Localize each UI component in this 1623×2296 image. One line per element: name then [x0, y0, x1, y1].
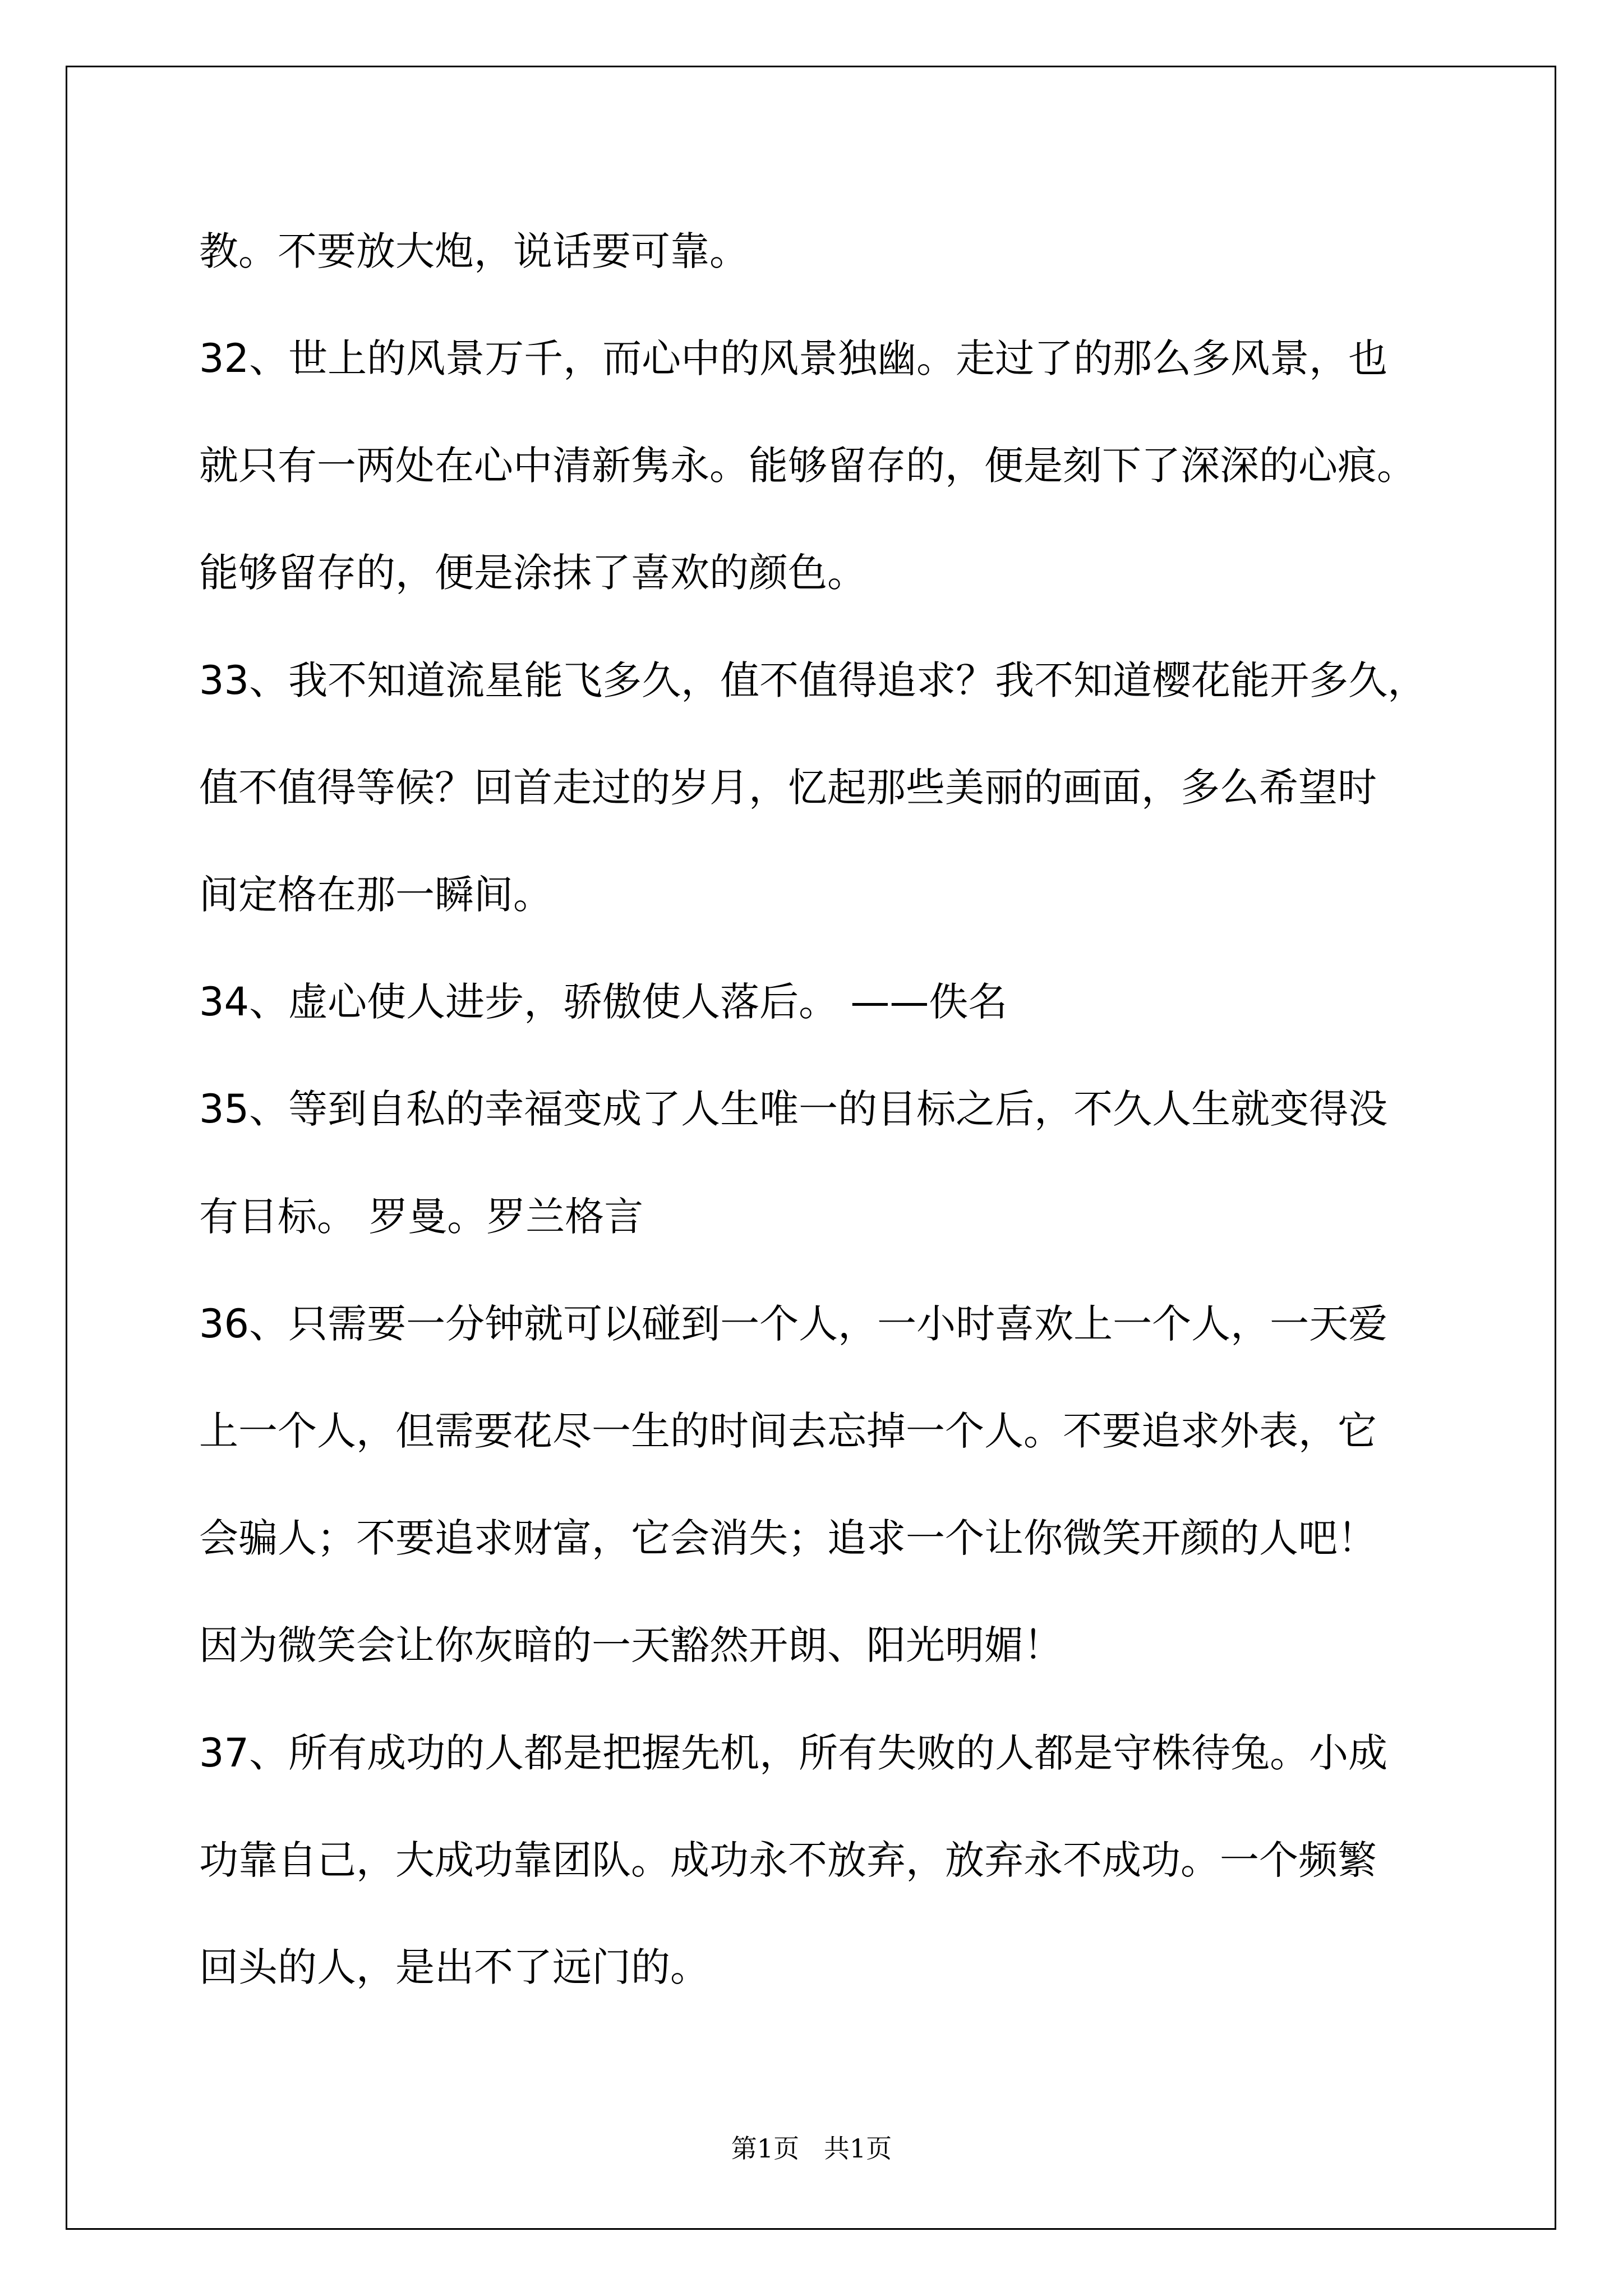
- text-line: 32、世上的风景万千，而心中的风景独幽。走过了的那么多风景，也: [199, 335, 1388, 381]
- text-line: 功靠自己，大成功靠团队。成功永不放弃，放弃永不成功。一个频繁: [199, 1837, 1377, 1883]
- text-line: 会骗人；不要追求财富，它会消失；追求一个让你微笑开颜的人吧！: [199, 1515, 1377, 1561]
- text-line: 34、虚心使人进步，骄傲使人落后。 ——佚名: [199, 979, 1008, 1025]
- text-line: 37、所有成功的人都是把握先机，所有失败的人都是守株待兔。小成: [199, 1730, 1388, 1776]
- text-line: 有目标。 罗曼。罗兰格言: [199, 1194, 644, 1240]
- text-line: 上一个人，但需要花尽一生的时间去忘掉一个人。不要追求外表，它: [199, 1408, 1377, 1454]
- page-number: 第1页 共1页: [731, 2133, 892, 2164]
- text-line: 因为微笑会让你灰暗的一天豁然开朗、阳光明媚！: [199, 1622, 1063, 1668]
- text-line: 间定格在那一瞬间。: [199, 872, 552, 918]
- text-line: 36、只需要一分钟就可以碰到一个人，一小时喜欢上一个人，一天爱: [199, 1301, 1388, 1347]
- text-line: 就只有一两处在心中清新隽永。能够留存的，便是刻下了深深的心痕。: [199, 443, 1416, 489]
- text-line: 能够留存的，便是涂抹了喜欢的颜色。: [199, 550, 866, 596]
- text-line: 教。不要放大炮，说话要可靠。: [199, 228, 749, 274]
- text-line: 35、等到自私的幸福变成了人生唯一的目标之后，不久人生就变得没: [199, 1086, 1388, 1132]
- page-border: [66, 66, 1556, 2230]
- text-line: 回头的人，是出不了远门的。: [199, 1944, 709, 1990]
- text-line: 33、我不知道流星能飞多久，值不值得追求？我不知道樱花能开多久，: [199, 657, 1427, 703]
- text-line: 值不值得等候？回首走过的岁月，忆起那些美丽的画面，多么希望时: [199, 765, 1377, 811]
